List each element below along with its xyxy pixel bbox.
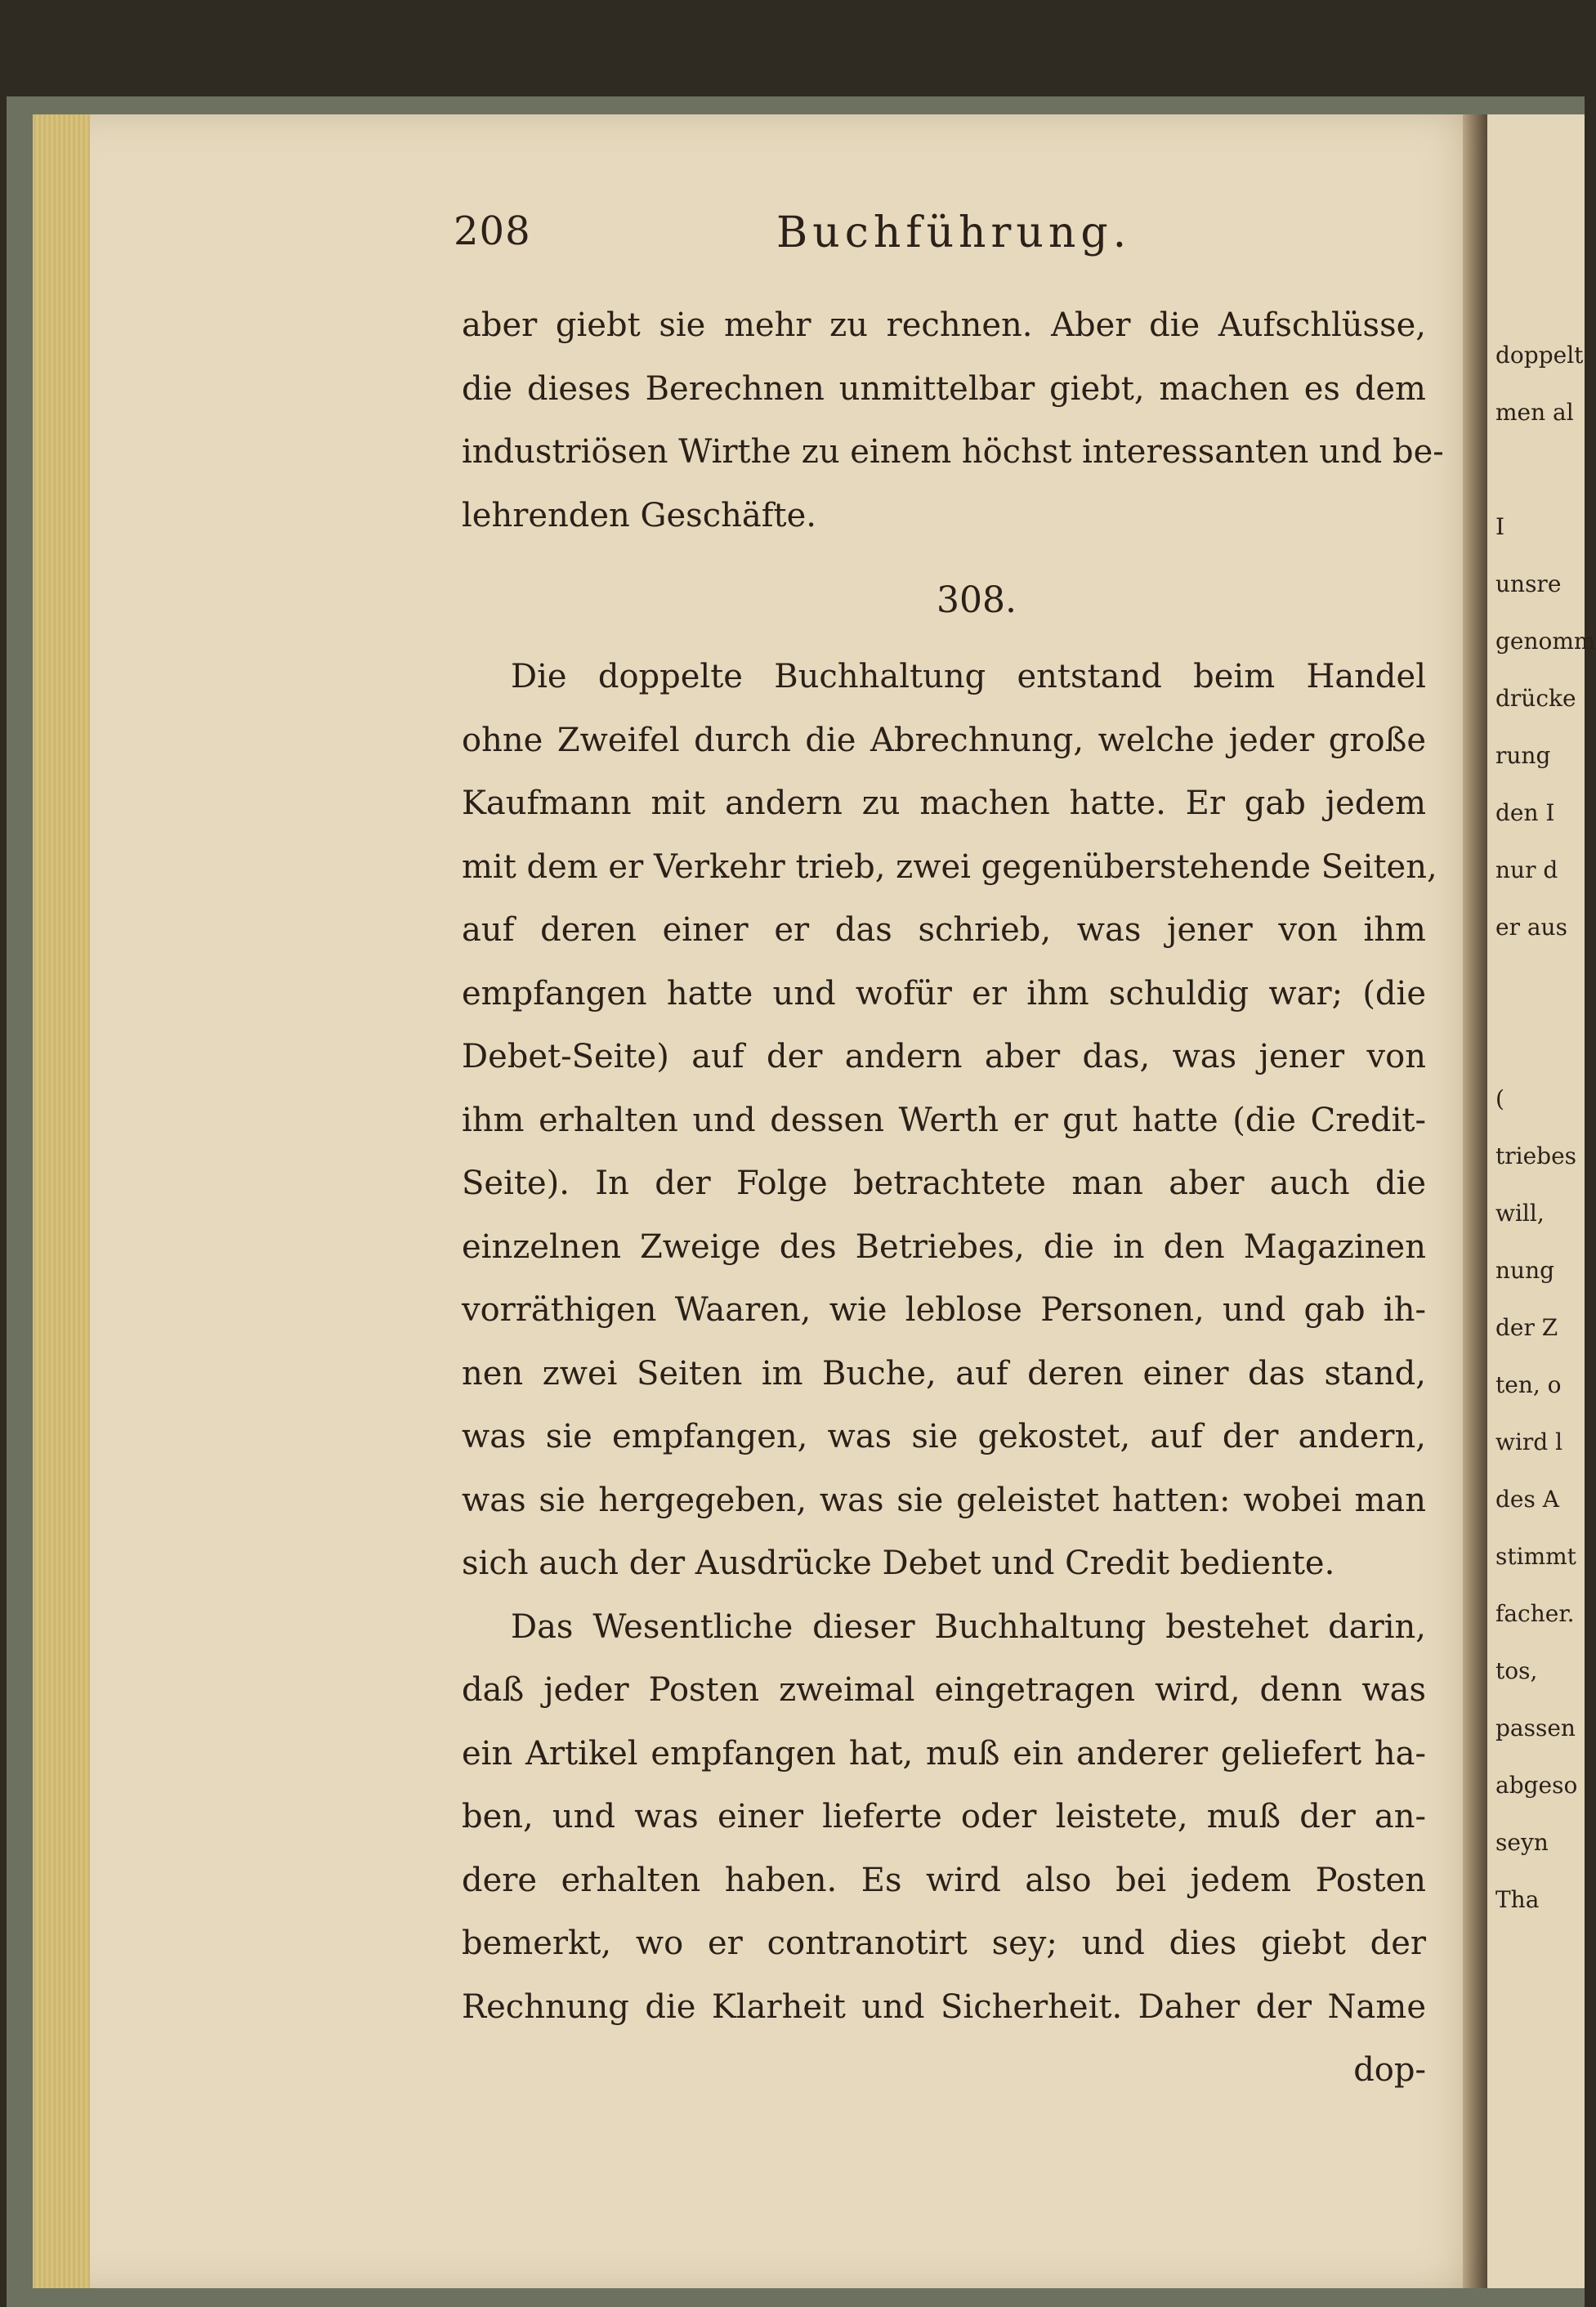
text-line: ben, und was einer lieferte oder leistete, muß der an- xyxy=(462,1798,1426,1835)
text-line: lehrenden Geschäfte. xyxy=(462,496,816,534)
right-fragment: stimmt xyxy=(1495,1543,1576,1570)
right-page-fragments xyxy=(1495,327,1596,1929)
right-fragment xyxy=(1495,1013,1596,1071)
text-line: was sie empfangen, was sie gekostet, auf der andern, xyxy=(462,1418,1426,1455)
text-line: einzelnen Zweige des Betriebes, die in den Magazinen xyxy=(462,1227,1426,1266)
text-line: Rechnung die Klarheit und Sicherheit. Daher der Name xyxy=(462,1987,1426,2026)
right-fragment: I xyxy=(1495,513,1505,540)
right-fragment xyxy=(1495,441,1596,499)
right-fragment: wird l xyxy=(1495,1428,1563,1455)
text-line: ein Artikel empfangen hat, muß ein anderer geliefert ha- xyxy=(462,1734,1426,1773)
text-line: mit dem er Verkehr trieb, zwei gegenüberstehende Seiten, xyxy=(462,847,1437,886)
right-fragment: ten, o xyxy=(1495,1371,1562,1398)
right-fragment: triebes xyxy=(1495,1142,1577,1169)
text-line: Kaufmann mit andern zu machen hatte. Er gab jedem xyxy=(462,785,1426,822)
right-fragment: seyn xyxy=(1495,1829,1549,1856)
right-fragment: men al xyxy=(1495,399,1574,426)
text-line: sich auch der Ausdrücke Debet und Credit bediente. xyxy=(462,1545,1335,1582)
right-page xyxy=(1487,114,1596,2288)
text-line: bemerkt, wo er contranotirt sey; und dies giebt der xyxy=(462,1925,1426,1962)
right-fragment xyxy=(1495,956,1596,1013)
right-fragment: genomm xyxy=(1495,628,1596,655)
text-line: empfangen hatte und wofür er ihm schuldig war; (die xyxy=(462,974,1426,1013)
right-fragment: rung xyxy=(1495,742,1551,769)
page-number: 208 xyxy=(454,208,531,254)
text-line: nen zwei Seiten im Buche, auf deren einer das stand, xyxy=(462,1354,1426,1393)
text-line: ohne Zweifel durch die Abrechnung, welche jeder große xyxy=(462,721,1426,759)
right-fragment: tos, xyxy=(1495,1657,1538,1684)
text-line: Die doppelte Buchhaltung entstand beim Handel xyxy=(511,658,1426,695)
right-fragment: den I xyxy=(1495,799,1555,826)
text-line: ihm erhalten und dessen Werth er gut hatte (die Credit- xyxy=(462,1101,1426,1139)
right-fragment: will, xyxy=(1495,1200,1545,1227)
right-fragment: nur d xyxy=(1495,856,1558,883)
catchword: dop- xyxy=(1353,2051,1426,2089)
text-line: daß jeder Posten zweimal eingetragen wird, denn was xyxy=(462,1671,1426,1709)
right-fragment: er aus xyxy=(1495,914,1567,941)
right-fragment: der Z xyxy=(1495,1314,1558,1341)
right-fragment: des A xyxy=(1495,1486,1559,1513)
running-title: Buchführung. xyxy=(776,208,1132,257)
right-fragment: drücke xyxy=(1495,685,1576,712)
text-line: Debet-Seite) auf der andern aber das, was jener von xyxy=(462,1038,1426,1075)
right-fragment: passen xyxy=(1495,1715,1576,1741)
right-fragment: Tha xyxy=(1495,1886,1540,1913)
text-line: dere erhalten haben. Es wird also bei jedem Posten xyxy=(462,1861,1426,1899)
right-fragment: ( xyxy=(1495,1085,1504,1112)
page-header xyxy=(454,208,1451,266)
right-fragment: doppelt xyxy=(1495,342,1584,369)
text-line: industriösen Wirthe zu einem höchst interessanten und be- xyxy=(462,433,1444,471)
section-number: 308. xyxy=(937,579,1017,621)
text-line: aber giebt sie mehr zu rechnen. Aber die Aufschlüsse, xyxy=(462,306,1426,344)
text-line: die dieses Berechnen unmittelbar giebt, machen es dem xyxy=(462,369,1426,408)
text-line: was sie hergegeben, was sie geleistet hatten: wobei man xyxy=(462,1481,1426,1519)
body-text xyxy=(462,294,1444,2103)
text-line: vorräthigen Waaren, wie leblose Personen, und gab ih- xyxy=(462,1291,1426,1329)
right-fragment: nung xyxy=(1495,1257,1555,1284)
right-fragment: abgeso xyxy=(1495,1772,1578,1799)
text-line: Das Wesentliche dieser Buchhaltung bestehet darin, xyxy=(511,1607,1426,1646)
right-fragment: facher. xyxy=(1495,1600,1575,1627)
right-fragment: unsre xyxy=(1495,570,1562,597)
text-line: auf deren einer er das schrieb, was jener von ihm xyxy=(462,911,1426,949)
page-edges xyxy=(33,114,90,2288)
text-line: Seite). In der Folge betrachtete man aber auch die xyxy=(462,1165,1426,1202)
book-gutter xyxy=(1463,114,1487,2288)
